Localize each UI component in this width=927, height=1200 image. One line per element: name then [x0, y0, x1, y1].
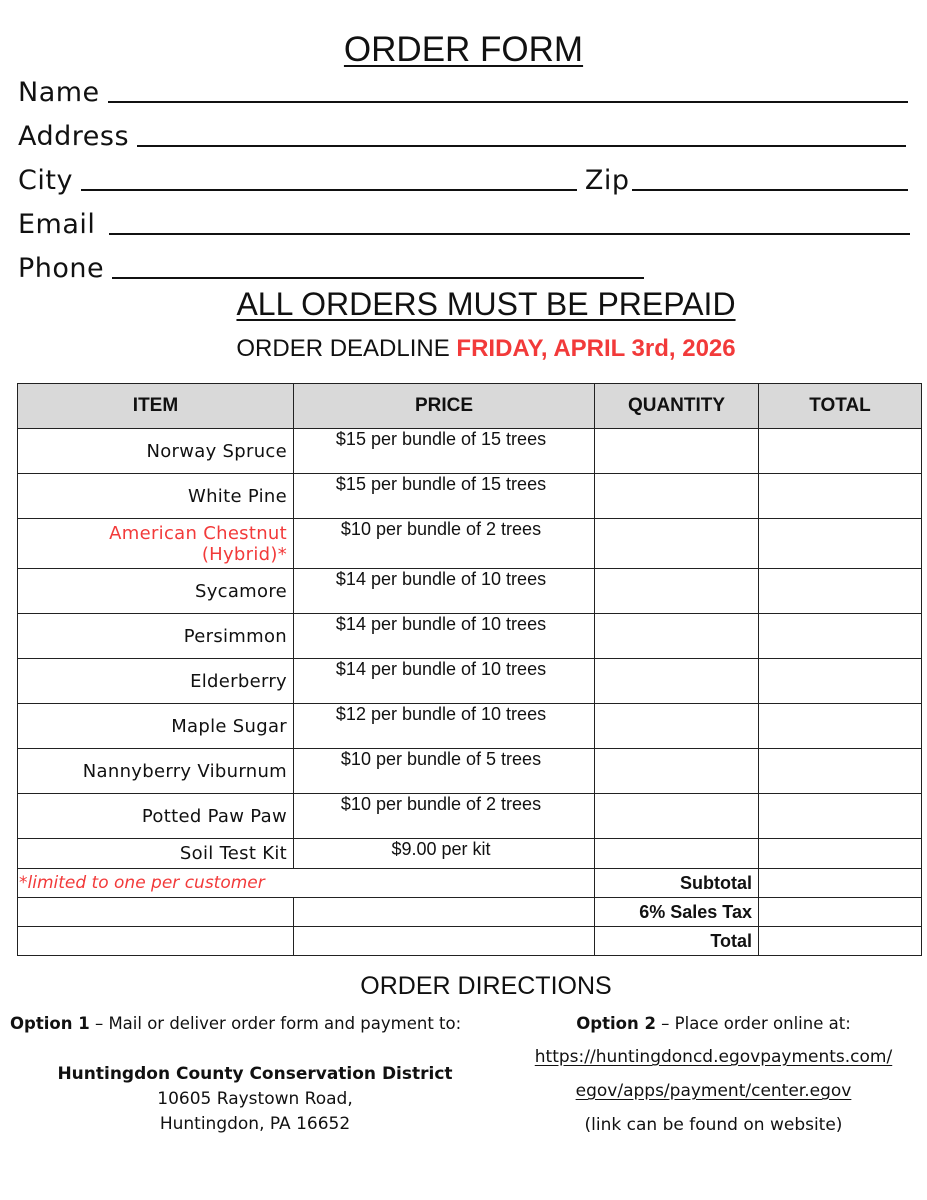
quantity-cell[interactable] [595, 659, 759, 704]
city-zip-field[interactable] [18, 160, 908, 198]
table-row [18, 704, 922, 749]
item-name: Nannyberry Viburnum [18, 749, 294, 794]
option1-description: – Mail or deliver order form and payment to: [89, 1014, 462, 1033]
option2-text [500, 1012, 927, 1036]
option2-label: Option 2 [576, 1014, 656, 1033]
total-cell[interactable] [759, 614, 922, 659]
city-label: City [18, 165, 73, 196]
sales-tax-row [18, 898, 922, 927]
item-price-text: $14 per bundle of 10 trees [335, 569, 547, 589]
item-name: Soil Test Kit [18, 839, 294, 869]
page-title: ORDER FORM [343, 30, 584, 69]
column-header-quantity: QUANTITY [595, 384, 759, 429]
city-input-line[interactable] [81, 189, 577, 191]
option1-label: Option 1 [10, 1014, 90, 1033]
total-cell[interactable] [759, 519, 922, 569]
prepaid-notice: ALL ORDERS MUST BE PREPAID [236, 286, 736, 322]
address-line-2: Huntingdon, PA 16652 [159, 1114, 351, 1134]
name-label: Name [18, 77, 100, 108]
total-label: Total [595, 927, 759, 956]
quantity-cell[interactable] [595, 794, 759, 839]
organization-name: Huntingdon County Conservation District [57, 1064, 453, 1084]
item-price-text: $15 per bundle of 15 trees [335, 429, 547, 449]
item-price [294, 614, 595, 659]
column-header-price: PRICE [294, 384, 595, 429]
mailing-address [10, 1062, 500, 1137]
table-row [18, 569, 922, 614]
item-price [294, 839, 595, 869]
quantity-cell[interactable] [595, 569, 759, 614]
link-note: (link can be found on website) [584, 1115, 843, 1135]
deadline-date: FRIDAY, APRIL 3rd, 2026 [456, 335, 736, 362]
subtotal-cell[interactable] [759, 869, 922, 898]
address-field[interactable] [18, 116, 906, 154]
item-price-text: $12 per bundle of 10 trees [335, 704, 547, 724]
name-field[interactable] [18, 72, 908, 110]
item-price-text: $10 per bundle of 2 trees [340, 519, 542, 539]
quantity-cell[interactable] [595, 519, 759, 569]
quantity-cell[interactable] [595, 429, 759, 474]
quantity-cell[interactable] [595, 749, 759, 794]
subtotal-label: Subtotal [595, 869, 759, 898]
total-cell[interactable] [759, 429, 922, 474]
item-name: American Chestnut (Hybrid)* [18, 519, 294, 569]
table-row [18, 519, 922, 569]
item-name: Sycamore [18, 569, 294, 614]
item-price [294, 474, 595, 519]
total-cell[interactable] [759, 474, 922, 519]
item-price [294, 704, 595, 749]
item-price [294, 429, 595, 474]
phone-field[interactable] [18, 248, 644, 286]
empty-cell [294, 927, 595, 956]
item-price [294, 519, 595, 569]
order-deadline [0, 334, 927, 364]
quantity-cell[interactable] [595, 474, 759, 519]
option2-description: – Place order online at: [655, 1014, 851, 1033]
quantity-cell[interactable] [595, 704, 759, 749]
order-table [17, 383, 922, 956]
table-row [18, 614, 922, 659]
email-input-line[interactable] [109, 233, 910, 235]
email-field[interactable] [18, 204, 910, 242]
column-header-item: ITEM [18, 384, 294, 429]
sales-tax-cell[interactable] [759, 898, 922, 927]
total-cell[interactable] [759, 659, 922, 704]
total-cell[interactable] [759, 704, 922, 749]
table-header-row [18, 384, 922, 429]
table-row [18, 794, 922, 839]
total-cell[interactable] [759, 749, 922, 794]
item-price-text: $9.00 per kit [391, 839, 491, 859]
email-label: Email [18, 209, 96, 240]
item-name: White Pine [18, 474, 294, 519]
item-price [294, 794, 595, 839]
name-input-line[interactable] [108, 101, 908, 103]
zip-label: Zip [584, 165, 630, 196]
item-price-text: $10 per bundle of 2 trees [340, 794, 542, 814]
deadline-label: ORDER DEADLINE [236, 335, 457, 362]
column-header-total: TOTAL [759, 384, 922, 429]
table-row [18, 429, 922, 474]
total-cell[interactable] [759, 794, 922, 839]
empty-cell [294, 898, 595, 927]
quantity-cell[interactable] [595, 839, 759, 869]
empty-cell [18, 927, 294, 956]
phone-label: Phone [18, 253, 105, 284]
item-price [294, 569, 595, 614]
item-name: Maple Sugar [18, 704, 294, 749]
option1-text [10, 1012, 500, 1036]
table-row [18, 749, 922, 794]
item-price-text: $14 per bundle of 10 trees [335, 614, 547, 634]
phone-input-line[interactable] [112, 277, 644, 279]
empty-cell [18, 898, 294, 927]
payment-url-link-continued[interactable]: egov/apps/payment/center.egov [575, 1081, 852, 1101]
address-input-line[interactable] [137, 145, 906, 147]
grand-total-cell[interactable] [759, 927, 922, 956]
address-line-1: 10605 Raystown Road, [157, 1089, 353, 1109]
payment-url-link[interactable]: https://huntingdoncd.egovpayments.com/ [534, 1047, 893, 1067]
table-row [18, 839, 922, 869]
item-name: Potted Paw Paw [18, 794, 294, 839]
total-cell[interactable] [759, 839, 922, 869]
item-price [294, 659, 595, 704]
item-price-text: $14 per bundle of 10 trees [335, 659, 547, 679]
table-row [18, 474, 922, 519]
directions-heading: ORDER DIRECTIONS [360, 972, 612, 1000]
total-row [18, 927, 922, 956]
item-price-text: $10 per bundle of 5 trees [340, 749, 542, 769]
item-name: Elderberry [18, 659, 294, 704]
item-name: Norway Spruce [18, 429, 294, 474]
item-name: Persimmon [18, 614, 294, 659]
total-cell[interactable] [759, 569, 922, 614]
sales-tax-label: 6% Sales Tax [595, 898, 759, 927]
address-label: Address [18, 121, 130, 152]
subtotal-row [18, 869, 922, 898]
limit-footnote: *limited to one per customer [18, 869, 595, 898]
item-price-text: $15 per bundle of 15 trees [335, 474, 547, 494]
quantity-cell[interactable] [595, 614, 759, 659]
table-row [18, 659, 922, 704]
zip-input-line[interactable] [632, 189, 908, 191]
item-price [294, 749, 595, 794]
